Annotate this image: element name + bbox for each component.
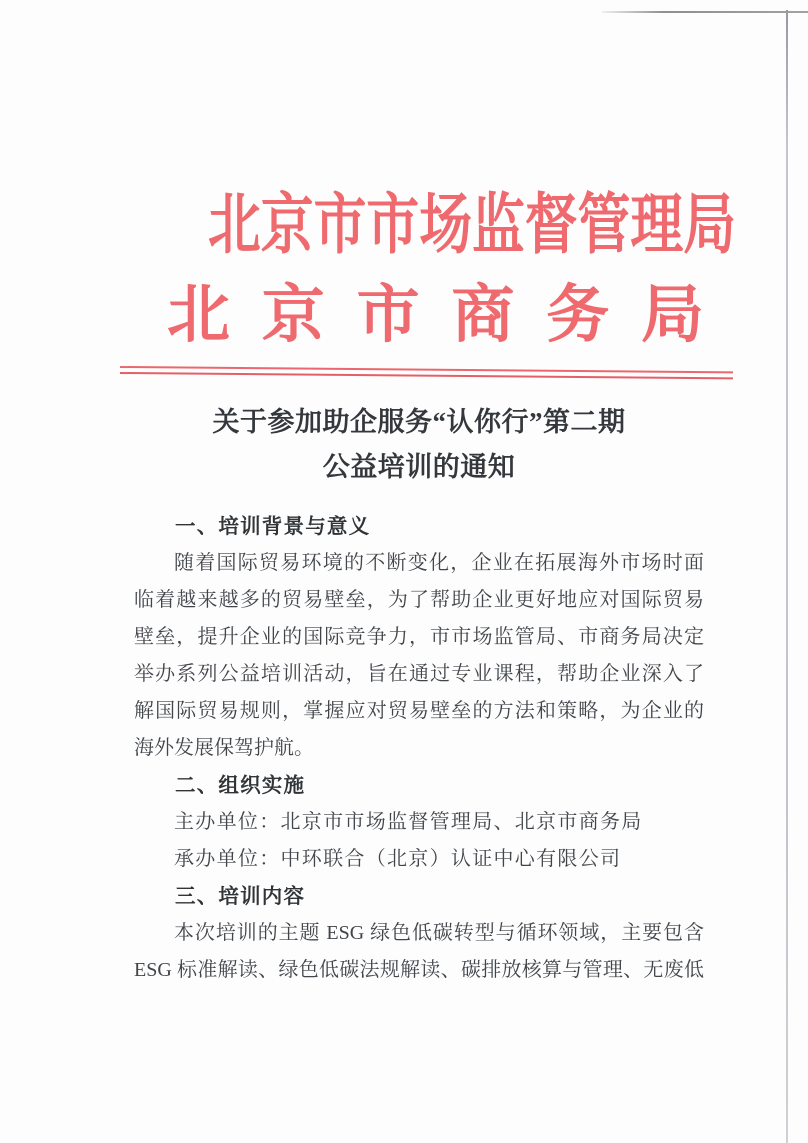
letterhead: [134, 189, 736, 350]
section-2-heading: 二、组织实施: [175, 774, 306, 797]
section-1-line: 壁垒，提升企业的国际竞争力，市市场监管局、市商务局决定: [134, 626, 704, 648]
section-1-line: 解国际贸易规则，掌握应对贸易壁垒的方法和策略，为企业的: [134, 700, 704, 722]
section-1-line: 临着越来越多的贸易壁垒，为了帮助企业更好地应对国际贸易: [134, 589, 704, 611]
section-1-line: 随着国际贸易环境的不断变化，企业在拓展海外市场时面: [174, 552, 704, 574]
letterhead-org-line2: 北京市商务局: [167, 280, 704, 350]
document-title-line1: 关于参加助企服务“认你行”第二期: [212, 407, 626, 437]
section-1-heading: 一、培训背景与意义: [175, 515, 371, 538]
scan-artifact-vertical-line: [786, 10, 788, 1143]
section-3-line: 本次培训的主题 ESG 绿色低碳转型与循环领域，主要包含: [174, 922, 704, 944]
letterhead-double-rule: [120, 366, 733, 379]
document-body: [134, 508, 704, 989]
document-title: [134, 400, 704, 490]
section-3-heading: 三、培训内容: [175, 885, 306, 908]
letterhead-org-line1: 北京市市场监督管理局: [208, 189, 736, 262]
organizer-line: 主办单位：北京市市场监督管理局、北京市商务局: [174, 811, 643, 833]
section-3-line: ESG 标准解读、绿色低碳法规解读、碳排放核算与管理、无废低: [134, 959, 704, 981]
scan-artifact-horizontal-line: [602, 11, 808, 13]
document-title-line2: 公益培训的通知: [322, 452, 516, 482]
section-1-line: 海外发展保驾护航。: [134, 737, 314, 759]
section-1-line: 举办系列公益培训活动，旨在通过专业课程，帮助企业深入了: [134, 663, 704, 685]
undertaker-line: 承办单位：中环联合（北京）认证中心有限公司: [174, 848, 622, 870]
letterhead-rule-bottom: [120, 371, 733, 379]
